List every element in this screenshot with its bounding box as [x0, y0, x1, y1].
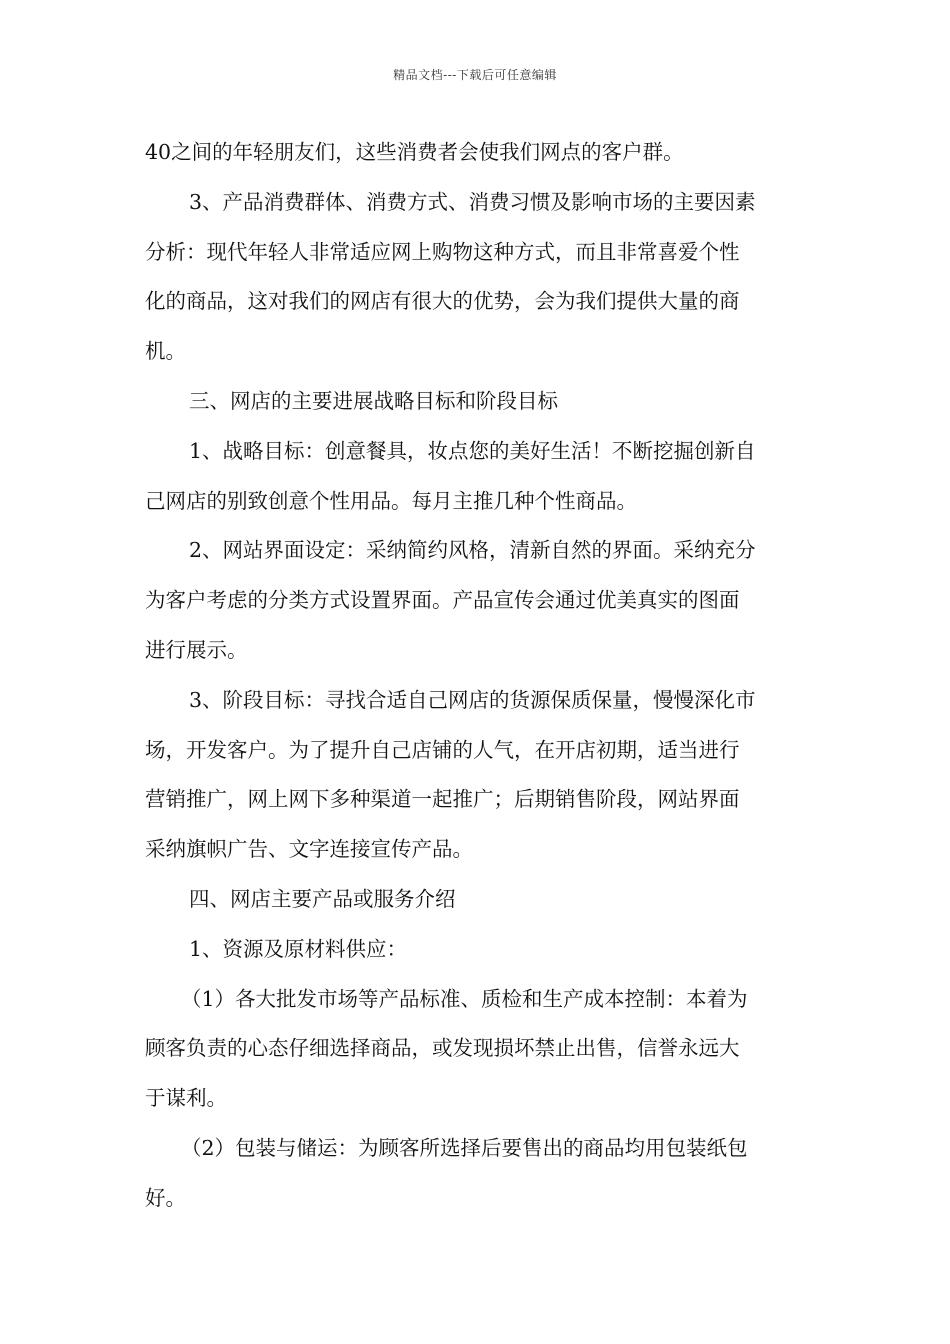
section-heading: [145, 377, 810, 427]
text-line: 四、网店主要产品或服务介绍: [189, 886, 456, 911]
text-line: 机。: [145, 339, 186, 364]
text-line: 分析：现代年轻人非常适应网上购物这种方式，而且非常喜爱个性: [145, 239, 740, 264]
text-line: 3、阶段目标：寻找合适自己网店的货源保质保量，慢慢深化市: [189, 687, 756, 712]
text-line: 好。: [145, 1185, 186, 1210]
text-line: 1、资源及原材料供应：: [189, 936, 408, 961]
text-line: 营销推广，网上网下多种渠道一起推广；后期销售阶段，网站界面: [145, 787, 740, 812]
paragraph: [145, 975, 810, 1124]
page-header: 精品文档---下载后可任意编辑: [393, 68, 557, 82]
text-line: 场，开发客户。为了提升自己店铺的人气，在开店初期，适当进行: [145, 737, 740, 762]
text-line: 为客户考虑的分类方式设置界面。产品宣传会通过优美真实的图面: [145, 588, 740, 613]
paragraph: [145, 676, 810, 875]
paragraph: [145, 1124, 810, 1224]
paragraph: [145, 427, 810, 527]
text-line: 2、网站界面设定：采纳简约风格，清新自然的界面。采纳充分: [189, 538, 756, 563]
paragraph: [145, 925, 810, 975]
text-line: （2）包装与储运：为顾客所选择后要售出的商品均用包装纸包: [181, 1135, 748, 1160]
text-line: （1）各大批发市场等产品标准、质检和生产成本控制：本着为: [181, 986, 748, 1011]
text-line: 采纳旗帜广告、文字连接宣传产品。: [145, 837, 473, 862]
text-line: 三、网店的主要进展战略目标和阶段目标: [189, 388, 558, 413]
text-line: 3、产品消费群体、消费方式、消费习惯及影响市场的主要因素: [189, 189, 756, 214]
document-body: [145, 128, 810, 1224]
text-line: 40之间的年轻朋友们，这些消费者会使我们网点的客户群。: [145, 140, 684, 164]
section-heading: [145, 875, 810, 925]
text-line: 化的商品，这对我们的网店有很大的优势，会为我们提供大量的商: [145, 289, 740, 314]
text-line: 1、战略目标：创意餐具，妆点您的美好生活！不断挖掘创新自: [189, 438, 756, 463]
text-line: 进行展示。: [145, 637, 248, 662]
text-line: 于谋利。: [145, 1086, 227, 1111]
paragraph: [145, 178, 810, 377]
text-line: 己网店的别致创意个性用品。每月主推几种个性商品。: [145, 488, 637, 513]
paragraph: [145, 526, 810, 675]
paragraph: [145, 128, 810, 178]
text-line: 顾客负责的心态仔细选择商品，或发现损坏禁止出售，信誉永远大: [145, 1036, 740, 1061]
